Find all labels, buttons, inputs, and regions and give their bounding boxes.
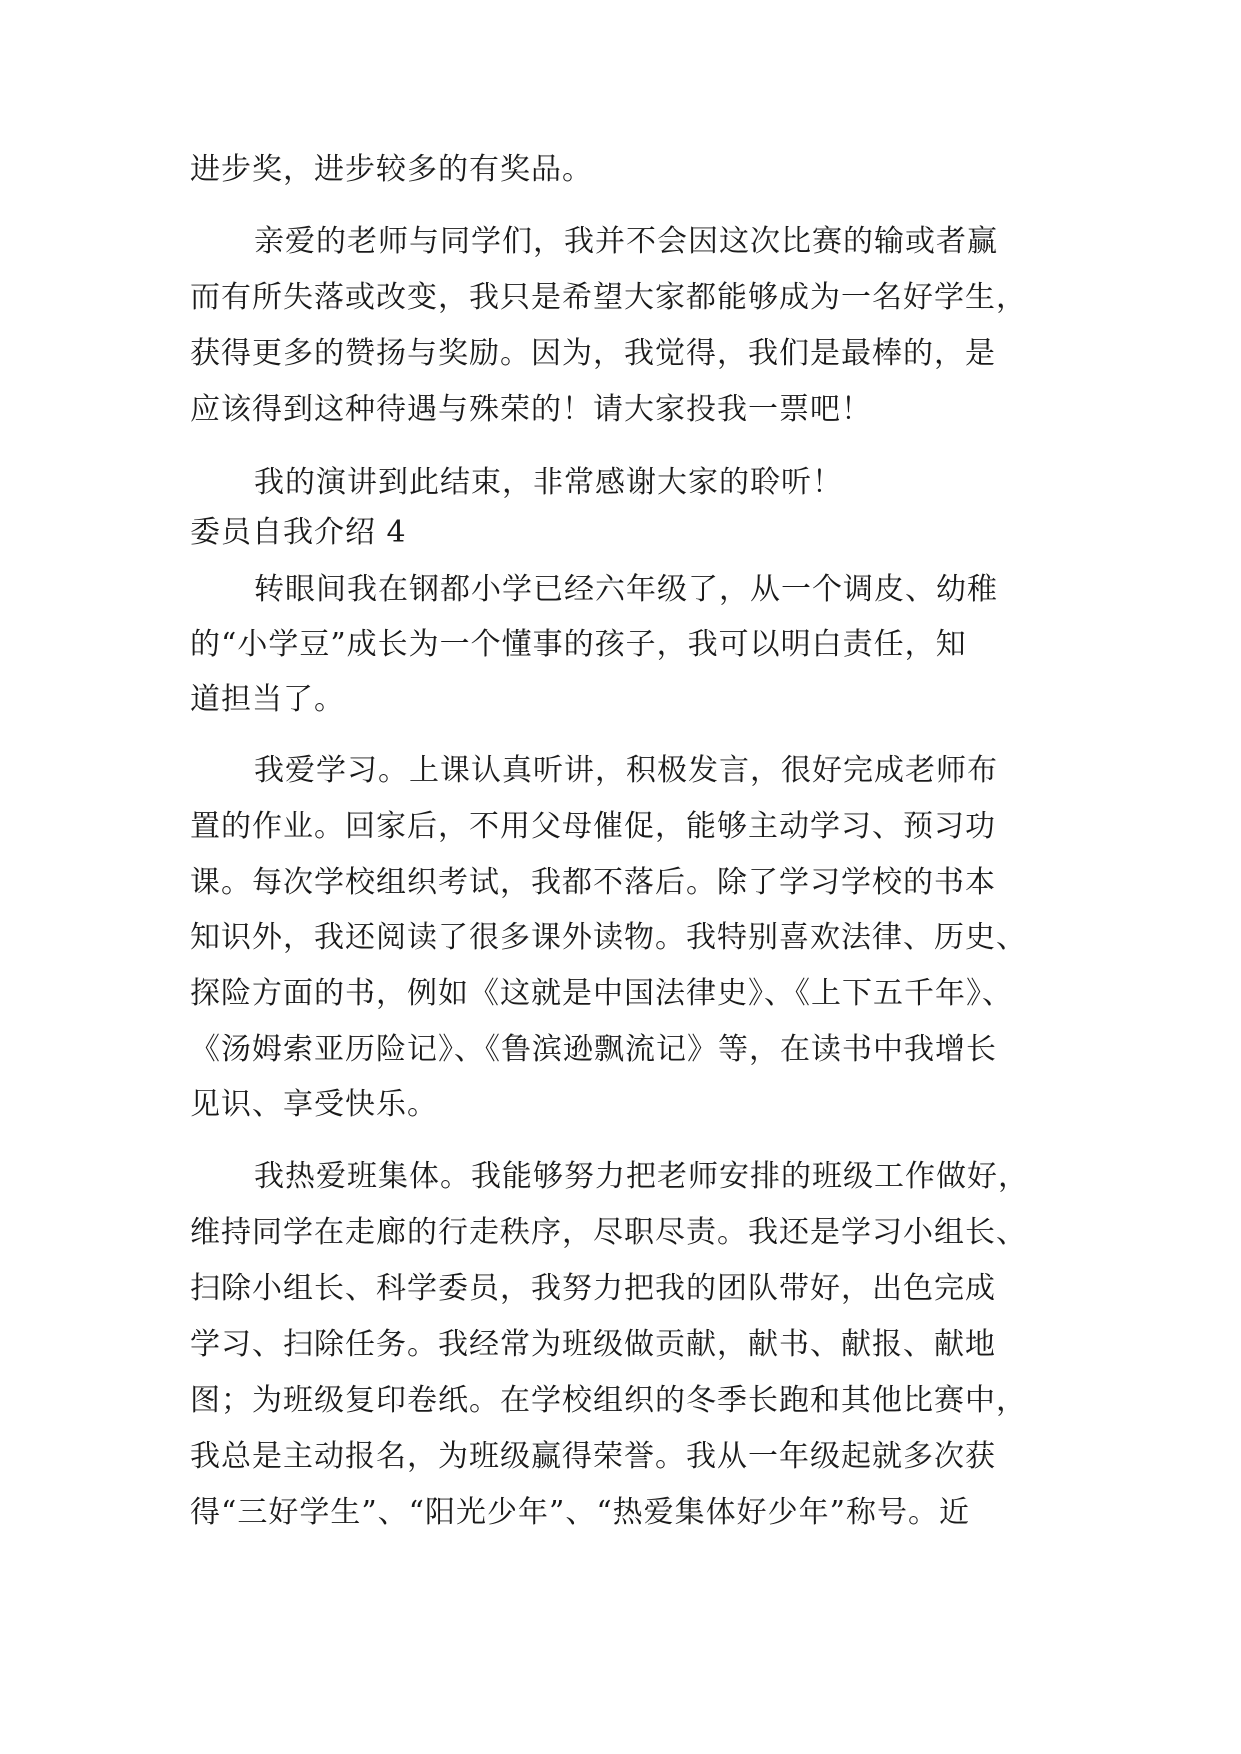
text-line: 应该得到这种待遇与殊荣的！请大家投我一票吧！ bbox=[190, 392, 872, 427]
text-line: 而有所失落或改变，我只是希望大家都能够成为一名好学生， bbox=[190, 280, 1027, 315]
text-line: 道担当了。 bbox=[190, 682, 345, 717]
paragraph-first-line: 转眼间我在钢都小学已经六年级了，从一个调皮、幼稚 bbox=[254, 572, 998, 607]
text-line: 我总是主动报名，为班级赢得荣誉。我从一年级起就多次获 bbox=[190, 1439, 996, 1474]
text-line: 见识、享受快乐。 bbox=[190, 1087, 438, 1122]
section-heading: 委员自我介绍 4 bbox=[190, 515, 407, 550]
text-line: 的“小学豆”成长为一个懂事的孩子，我可以明白责任，知 bbox=[190, 627, 967, 662]
text-line: 维持同学在走廊的行走秩序，尽职尽责。我还是学习小组长、 bbox=[190, 1215, 1027, 1250]
text-line: 扫除小组长、科学委员，我努力把我的团队带好，出色完成 bbox=[190, 1271, 996, 1306]
paragraph-first-line: 我热爱班集体。我能够努力把老师安排的班级工作做好， bbox=[254, 1159, 1029, 1194]
text-line: 学习、扫除任务。我经常为班级做贡献，献书、献报、献地 bbox=[190, 1327, 996, 1362]
text-line: 获得更多的赞扬与奖励。因为，我觉得，我们是最棒的，是 bbox=[190, 336, 996, 371]
text-line: 图；为班级复印卷纸。在学校组织的冬季长跑和其他比赛中， bbox=[190, 1383, 1027, 1418]
text-line: 《汤姆索亚历险记》、《鲁滨逊飘流记》等，在读书中我增长 bbox=[190, 1032, 997, 1067]
text-line: 进步奖，进步较多的有奖品。 bbox=[190, 152, 593, 187]
text-line: 置的作业。回家后，不用父母催促，能够主动学习、预习功 bbox=[190, 809, 996, 844]
text-line: 课。每次学校组织考试，我都不落后。除了学习学校的书本 bbox=[190, 865, 996, 900]
text-line: 得“三好学生”、“阳光少年”、“热爱集体好少年”称号。近 bbox=[190, 1495, 971, 1530]
text-line: 知识外，我还阅读了很多课外读物。我特别喜欢法律、历史、 bbox=[190, 920, 1027, 955]
text-line: 探险方面的书，例如《这就是中国法律史》、《上下五千年》、 bbox=[190, 976, 1013, 1011]
paragraph-first-line: 我爱学习。上课认真听讲，积极发言，很好完成老师布 bbox=[254, 753, 998, 788]
paragraph-first-line: 亲爱的老师与同学们，我并不会因这次比赛的输或者赢 bbox=[254, 224, 998, 259]
paragraph-first-line: 我的演讲到此结束，非常感谢大家的聆听！ bbox=[254, 465, 843, 500]
